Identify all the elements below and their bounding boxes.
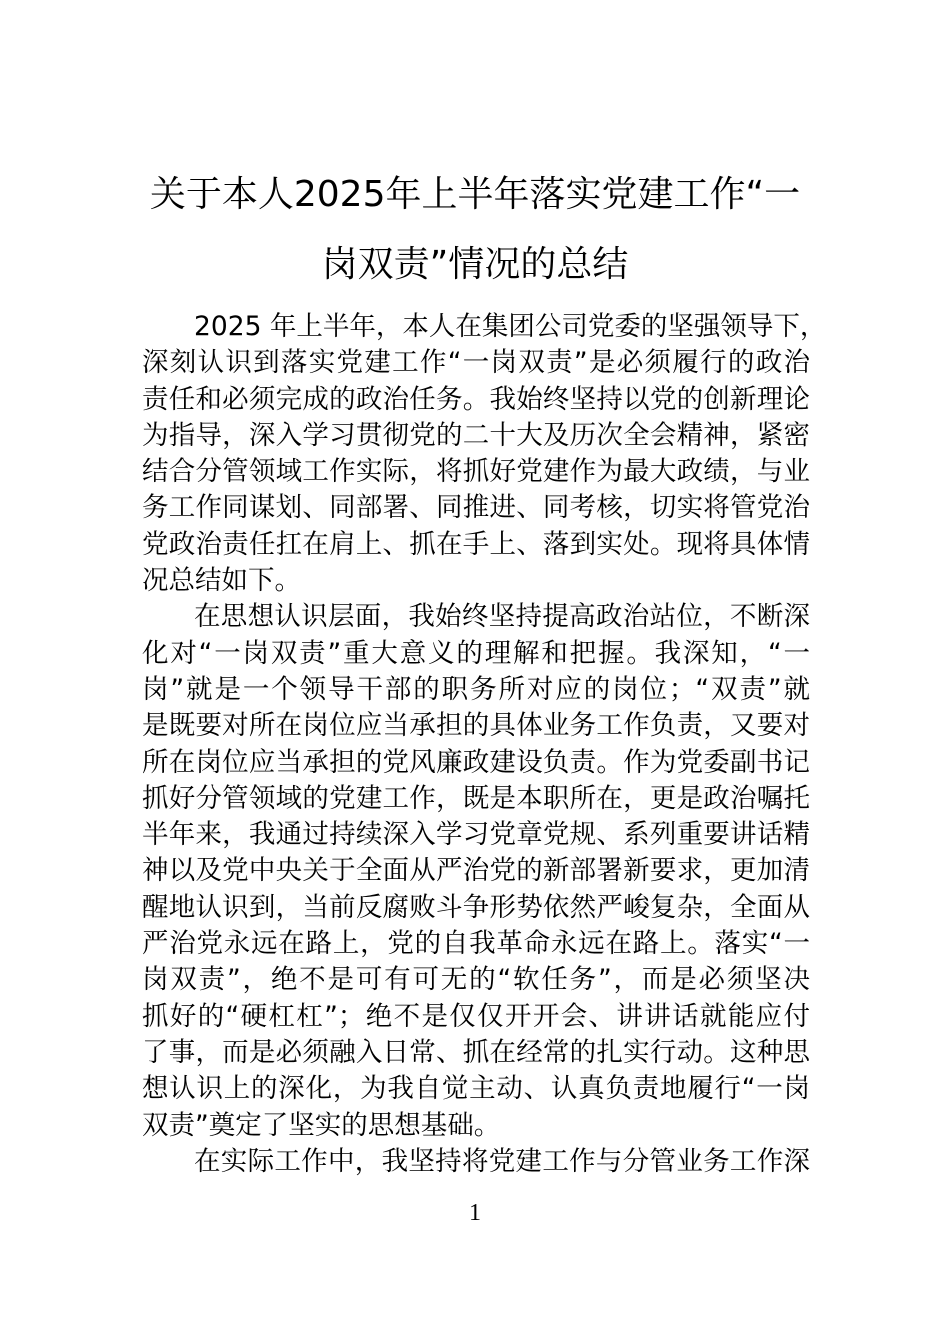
paragraph-line: 2025 年上半年，本人在集团公司党委的坚强领导下， — [194, 311, 827, 342]
document-title-line-1: 关于本人2025年上半年落实党建工作“一 — [149, 174, 801, 215]
paragraph-line: 神以及党中央关于全面从严治党的新部署新要求，更加清 — [142, 855, 810, 887]
paragraph-line: 半年来，我通过持续深入学习党章党规、系列重要讲话精 — [142, 819, 810, 851]
paragraph-line: 况总结如下。 — [142, 565, 301, 597]
paragraph — [142, 1144, 810, 1180]
paragraph — [142, 309, 827, 599]
paragraph-line: 想认识上的深化，为我自觉主动、认真负责地履行“一岗 — [142, 1073, 810, 1105]
paragraph-line: 在思想认识层面，我始终坚持提高政治站位，不断深 — [194, 601, 810, 633]
paragraph-line: 结合分管领域工作实际，将抓好党建作为最大政绩，与业 — [142, 456, 810, 488]
paragraph-line: 深刻认识到落实党建工作“一岗双责”是必须履行的政治 — [142, 347, 810, 379]
paragraph-line: 抓好的“硬杠杠”；绝不是仅仅开开会、讲讲话就能应付 — [142, 1000, 810, 1032]
paragraph-line: 务工作同谋划、同部署、同推进、同考核，切实将管党治 — [142, 492, 810, 524]
document-body — [142, 309, 827, 1180]
paragraph-line: 党政治责任扛在肩上、抓在手上、落到实处。现将具体情 — [142, 528, 810, 560]
paragraph-line: 为指导，深入学习贯彻党的二十大及历次全会精神，紧密 — [142, 419, 810, 451]
paragraph-line: 严治党永远在路上，党的自我革命永远在路上。落实“一 — [142, 928, 810, 960]
paragraph-line: 岗”就是一个领导干部的职务所对应的岗位；“双责”就 — [142, 673, 810, 705]
paragraph-line: 是既要对所在岗位应当承担的具体业务工作负责，又要对 — [142, 710, 810, 742]
paragraph-line: 责任和必须完成的政治任务。我始终坚持以党的创新理论 — [142, 383, 810, 415]
paragraph-line: 岗双责”，绝不是可有可无的“软任务”，而是必须坚决 — [142, 964, 810, 996]
page-number: 1 — [469, 1200, 481, 1227]
paragraph — [142, 599, 810, 1143]
paragraph-line: 所在岗位应当承担的党风廉政建设负责。作为党委副书记 — [142, 746, 810, 778]
paragraph-line: 双责”奠定了坚实的思想基础。 — [142, 1109, 501, 1141]
paragraph-line: 在实际工作中，我坚持将党建工作与分管业务工作深 — [194, 1145, 810, 1177]
paragraph-line: 了事，而是必须融入日常、抓在经常的扎实行动。这种思 — [142, 1036, 810, 1068]
document-title-line-2: 岗双责”情况的总结 — [321, 244, 629, 285]
paragraph-line: 化对“一岗双责”重大意义的理解和把握。我深知，“一 — [142, 637, 810, 669]
paragraph-line: 抓好分管领域的党建工作，既是本职所在，更是政治嘱托 — [142, 782, 810, 814]
paragraph-line: 醒地认识到，当前反腐败斗争形势依然严峻复杂，全面从 — [142, 891, 810, 923]
